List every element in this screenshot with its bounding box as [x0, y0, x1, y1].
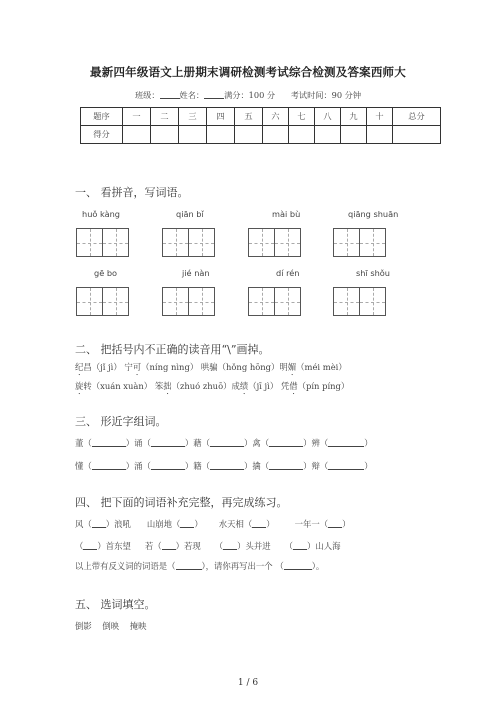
score-header-cell: 四: [207, 108, 235, 126]
answer-blank[interactable]: [151, 461, 185, 470]
score-header-cell: 五: [235, 108, 263, 126]
answer-blank[interactable]: [284, 561, 312, 570]
answer-blank[interactable]: [269, 438, 303, 447]
writing-grid[interactable]: [333, 287, 386, 316]
idiom-text: ）若现: [175, 541, 201, 551]
pronunciation-text: 骗: [209, 362, 218, 372]
pronunciation-text: 转（xuán xuàn） 笨: [83, 381, 164, 391]
pronunciation-text: （zhuó zhuō）成: [171, 381, 240, 391]
dotted-char: 旋: [75, 381, 84, 391]
idiom-row: [75, 518, 351, 530]
score-cell[interactable]: [123, 126, 151, 144]
answer-blank[interactable]: [83, 541, 97, 550]
idiom-row: [75, 540, 341, 552]
pinyin-label: dí rén: [276, 268, 300, 278]
char-label: ）涌（: [125, 461, 151, 471]
idiom-text: ）: [266, 519, 275, 529]
writing-grid[interactable]: [248, 228, 301, 257]
idiom-text: ）首东望: [97, 541, 131, 551]
time-label: 考试时间：90 分钟: [290, 90, 362, 100]
score-header-cell: 总分: [393, 108, 441, 126]
dotted-char: 纪: [75, 362, 84, 372]
idiom-text: 若（: [144, 541, 162, 551]
question-text: ），请你再写出一个 （: [201, 561, 284, 571]
pinyin-label: gē bo: [94, 268, 118, 278]
idiom-text: ）: [194, 519, 203, 529]
idiom-text: （: [284, 541, 293, 551]
writing-grid[interactable]: [162, 228, 215, 257]
page-title: 最新四年级语文上册期末调研检测考试综合检测及答案西师大: [90, 65, 406, 79]
idiom-text: （: [75, 541, 84, 551]
score-cell[interactable]: [235, 126, 263, 144]
answer-blank[interactable]: [151, 438, 185, 447]
pronunciation-line: [75, 361, 347, 377]
answer-blank[interactable]: [252, 519, 266, 528]
score-cell[interactable]: [289, 126, 315, 144]
char-label: ）辨（: [303, 438, 329, 448]
answer-blank[interactable]: [92, 461, 126, 470]
name-blank: [204, 90, 224, 99]
answer-blank[interactable]: [328, 519, 342, 528]
answer-blank[interactable]: [223, 541, 237, 550]
dotted-char: 拙: [163, 381, 172, 391]
question-text: 以上带有反义词的词语是（: [75, 561, 176, 571]
class-blank: [160, 90, 180, 99]
idiom-text: ）浪吼: [105, 519, 131, 529]
pronunciation-text: （níng nìng） 哄: [141, 362, 210, 372]
score-cell[interactable]: [341, 126, 367, 144]
pinyin-label: qiāng shuān: [348, 209, 399, 219]
score-cell[interactable]: [393, 126, 441, 144]
answer-blank[interactable]: [92, 519, 106, 528]
score-header-cell: 十: [367, 108, 393, 126]
char-label: 懂（: [75, 461, 92, 471]
idiom-text: （: [214, 541, 224, 551]
pronunciation-text: （jī jì） 凭: [248, 381, 290, 391]
pronunciation-text: （hǒng hōng）明: [217, 362, 288, 372]
name-label: 姓名：: [179, 90, 205, 100]
answer-blank[interactable]: [293, 541, 307, 550]
pronunciation-line: [75, 380, 349, 396]
pinyin-label: shī shǒu: [356, 268, 390, 278]
score-header-cell: 题序: [81, 108, 123, 126]
score-header-cell: 三: [179, 108, 207, 126]
char-label: ）禽（: [244, 438, 270, 448]
section-1-title: 一、 看拼音，写词语。: [75, 186, 189, 199]
class-label: 班级：: [134, 90, 160, 100]
page-number: 1 / 6: [237, 678, 259, 688]
similar-char-row: [75, 437, 373, 449]
char-label: ）: [364, 438, 373, 448]
score-cell[interactable]: [151, 126, 179, 144]
idiom-text: 水天相（: [218, 519, 253, 529]
score-header-row: [81, 108, 441, 126]
score-header-cell: 八: [315, 108, 341, 126]
char-label: ）诵（: [125, 438, 151, 448]
score-label: 满分：100 分: [224, 90, 276, 100]
score-header-cell: 一: [123, 108, 151, 126]
pinyin-label: mài bù: [272, 209, 301, 219]
score-cell[interactable]: [315, 126, 341, 144]
writing-grid[interactable]: [162, 287, 215, 316]
writing-grid[interactable]: [76, 287, 129, 316]
section-2-title: 二、 把括号内不正确的读音用“\”画掉。: [75, 343, 270, 356]
idiom-text: 风（: [75, 519, 92, 529]
answer-blank[interactable]: [180, 519, 194, 528]
pinyin-label: qiān bǐ: [176, 209, 204, 219]
idiom-text: ）山人海: [307, 541, 341, 551]
score-header-cell: 二: [151, 108, 179, 126]
answer-blank[interactable]: [328, 461, 364, 470]
answer-blank[interactable]: [210, 461, 244, 470]
dotted-char: 可: [132, 362, 142, 372]
score-header-cell: 六: [263, 108, 289, 126]
antonym-question: [75, 560, 324, 572]
score-cell[interactable]: [367, 126, 393, 144]
score-header-cell: 九: [341, 108, 367, 126]
score-cell[interactable]: [179, 126, 207, 144]
section-5-title: 五、 选词填空。: [75, 598, 156, 611]
dotted-char: 借: [289, 381, 298, 391]
pronunciation-text: （pín píng）: [297, 381, 350, 391]
score-row-label: 得分: [81, 126, 123, 144]
word-choices: 倒影 倒映 掩映: [75, 621, 147, 631]
score-header-cell: 七: [289, 108, 315, 126]
question-text: ）。: [311, 561, 325, 571]
answer-blank[interactable]: [92, 438, 126, 447]
section-4-title: 四、 把下面的词语补充完整，再完成练习。: [75, 496, 288, 509]
pronunciation-text: 昌（jǐ jì） 宁: [83, 362, 133, 372]
answer-blank[interactable]: [210, 438, 244, 447]
char-label: ）籍（: [184, 461, 210, 471]
answer-blank[interactable]: [162, 541, 176, 550]
answer-blank[interactable]: [328, 438, 364, 447]
exam-meta: [0, 90, 496, 101]
idiom-text: 一年一（: [294, 519, 329, 529]
idiom-text: ）头并进: [237, 541, 271, 551]
answer-blank[interactable]: [176, 561, 202, 570]
char-label: 董（: [75, 438, 92, 448]
answer-blank[interactable]: [269, 461, 303, 470]
idiom-text: 山崩地（: [146, 519, 181, 529]
writing-grid[interactable]: [248, 287, 301, 316]
pronunciation-text: （méi mèi）: [296, 362, 347, 372]
char-label: ）辩（: [303, 461, 329, 471]
dotted-char: 媚: [287, 362, 297, 372]
pinyin-label: huǒ kàng: [82, 209, 120, 219]
section-3-title: 三、 形近字组词。: [75, 415, 167, 428]
writing-grid[interactable]: [333, 228, 386, 257]
char-label: ）: [364, 461, 373, 471]
score-cell[interactable]: [263, 126, 289, 144]
char-label: ）擒（: [244, 461, 270, 471]
score-table: [80, 107, 441, 144]
similar-char-row: [75, 460, 373, 472]
score-value-row: [81, 126, 441, 144]
char-label: ）藉（: [184, 438, 210, 448]
score-cell[interactable]: [207, 126, 235, 144]
idiom-text: ）: [342, 519, 351, 529]
dotted-char: 绩: [239, 381, 249, 391]
writing-grid[interactable]: [76, 228, 129, 257]
pinyin-label: jié nàn: [182, 268, 210, 278]
